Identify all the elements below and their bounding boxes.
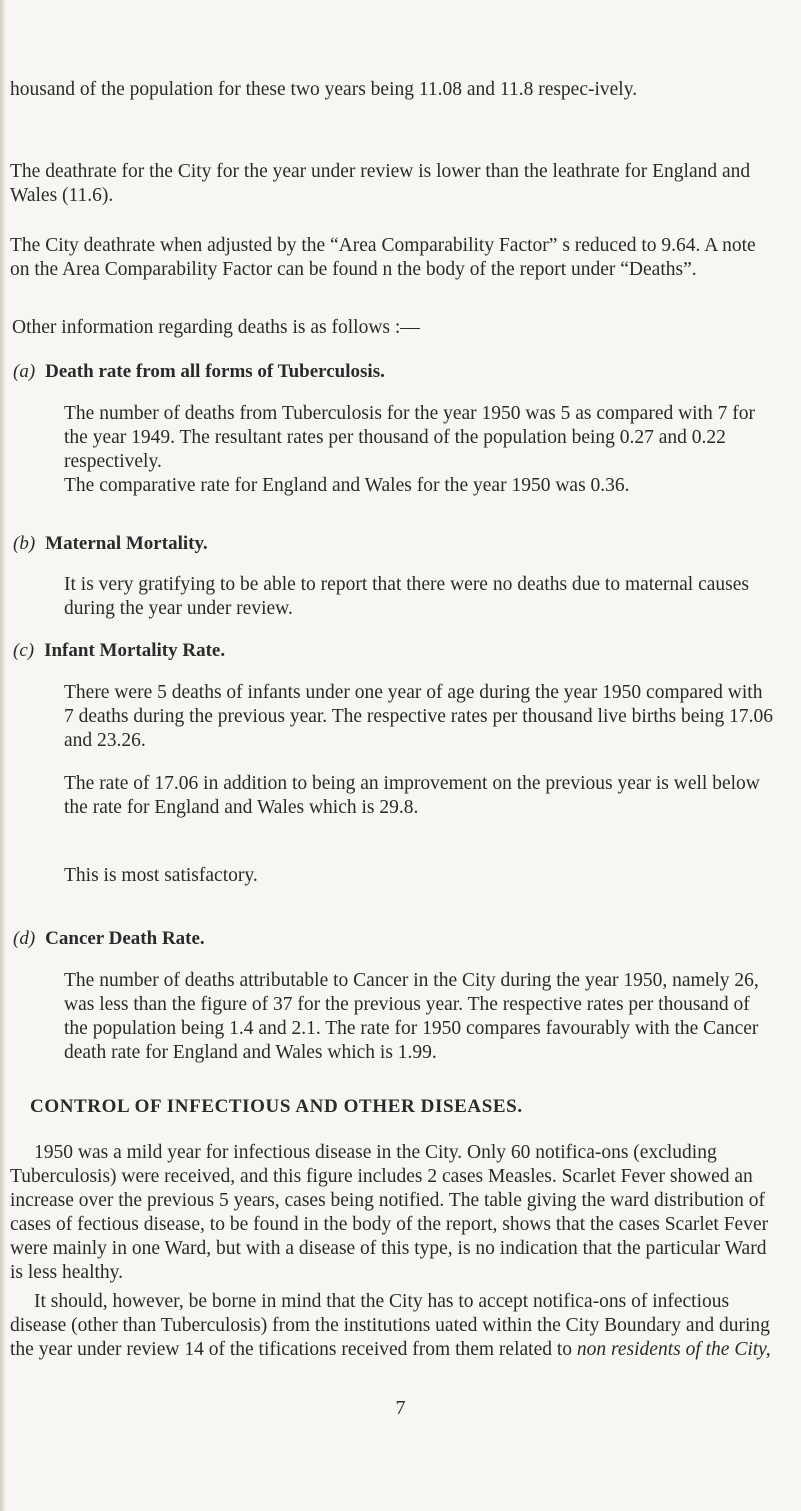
section-label: (c): [13, 640, 35, 661]
section-title: Death rate from all forms of Tuberculosis.: [45, 361, 385, 382]
page-edge-shadow: [0, 0, 6, 1511]
page-number: 7: [395, 1397, 406, 1419]
tuberculosis-paragraph-1: The number of deaths from Tuberculosis for the year 1950 was 5 as compared with 7 for the year 1949. The resultant rates per thousand of the population being 0.27 and 0.22 respectively.: [64, 403, 756, 472]
maternal-paragraph-1: It is very gratifying to be able to report that there were no deaths due to maternal causes during the year under review.: [64, 574, 749, 619]
section-label: (a): [13, 361, 36, 382]
intro-paragraph-1: housand of the population for these two years being 11.08 and 11.8 respec-ively.: [10, 79, 638, 100]
intro-paragraph-4: Other information regarding deaths is as follows :—: [12, 317, 420, 338]
section-label: (d): [13, 928, 36, 949]
section-label: (b): [13, 533, 36, 554]
control-paragraph-2-text: It should, however, be borne in mind that the City has to accept notifica-ons of infectious disease (other than Tuberculosis) from the institutions uated within the City Boundary and during the year under review 14 of the tifications received from them related to: [10, 1291, 770, 1360]
control-paragraph-2: [10, 1290, 778, 1362]
intro-paragraph-2: The deathrate for the City for the year under review is lower than the leathrate for England and Wales (11.6).: [10, 161, 751, 206]
infant-paragraph-1: There were 5 deaths of infants under one year of age during the year 1950 compared with 7 deaths during the previous year. The respective rates per thousand live births being 17.06 and 23.26.: [64, 682, 774, 751]
tuberculosis-paragraph-2: The comparative rate for England and Wales for the year 1950 was 0.36.: [64, 475, 630, 496]
section-heading-maternal: [13, 532, 208, 556]
section-heading-infant: [13, 639, 225, 663]
infant-paragraph-3: This is most satisfactory.: [64, 865, 258, 886]
section-heading-cancer: [13, 927, 205, 951]
section-title: Infant Mortality Rate.: [44, 640, 226, 661]
section-title: Maternal Mortality.: [45, 533, 208, 554]
control-heading: CONTROL OF INFECTIOUS AND OTHER DISEASES.: [30, 1096, 523, 1117]
infant-paragraph-2: The rate of 17.06 in addition to being an improvement on the previous year is well below the rate for England and Wales which is 29.8.: [64, 773, 760, 818]
control-paragraph-2-emphasis: non residents of the City,: [576, 1339, 771, 1360]
section-title: Cancer Death Rate.: [45, 928, 205, 949]
intro-paragraph-3: The City deathrate when adjusted by the “Area Comparability Factor” s reduced to 9.64. A note on the Area Comparability Factor can be found n the body of the report under “Deaths”.: [10, 235, 756, 280]
cancer-paragraph-1: The number of deaths attributable to Cancer in the City during the year 1950, namely 26, was less than the figure of 37 for the previous year. The respective rates per thousand of the population being 1.4 and 2.1. The rate for 1950 compares favourably with the Cancer death rate for England and Wales which is 1.99.: [64, 970, 759, 1063]
control-paragraph-1: 1950 was a mild year for infectious disease in the City. Only 60 notifica-ons (excluding Tuberculosis) were received, and this figure includes 2 cases Measles. Scarlet Fever showed an increase over the previous 5 years, cases being notified. The table giving the ward distribution of cases of fectious disease, to be found in the body of the report, shows that the cases Scarlet Fever were mainly in one Ward, but with a disease of this type, is no indication that the particular Ward is less healthy.: [10, 1142, 769, 1283]
section-heading-tuberculosis: [13, 360, 385, 384]
